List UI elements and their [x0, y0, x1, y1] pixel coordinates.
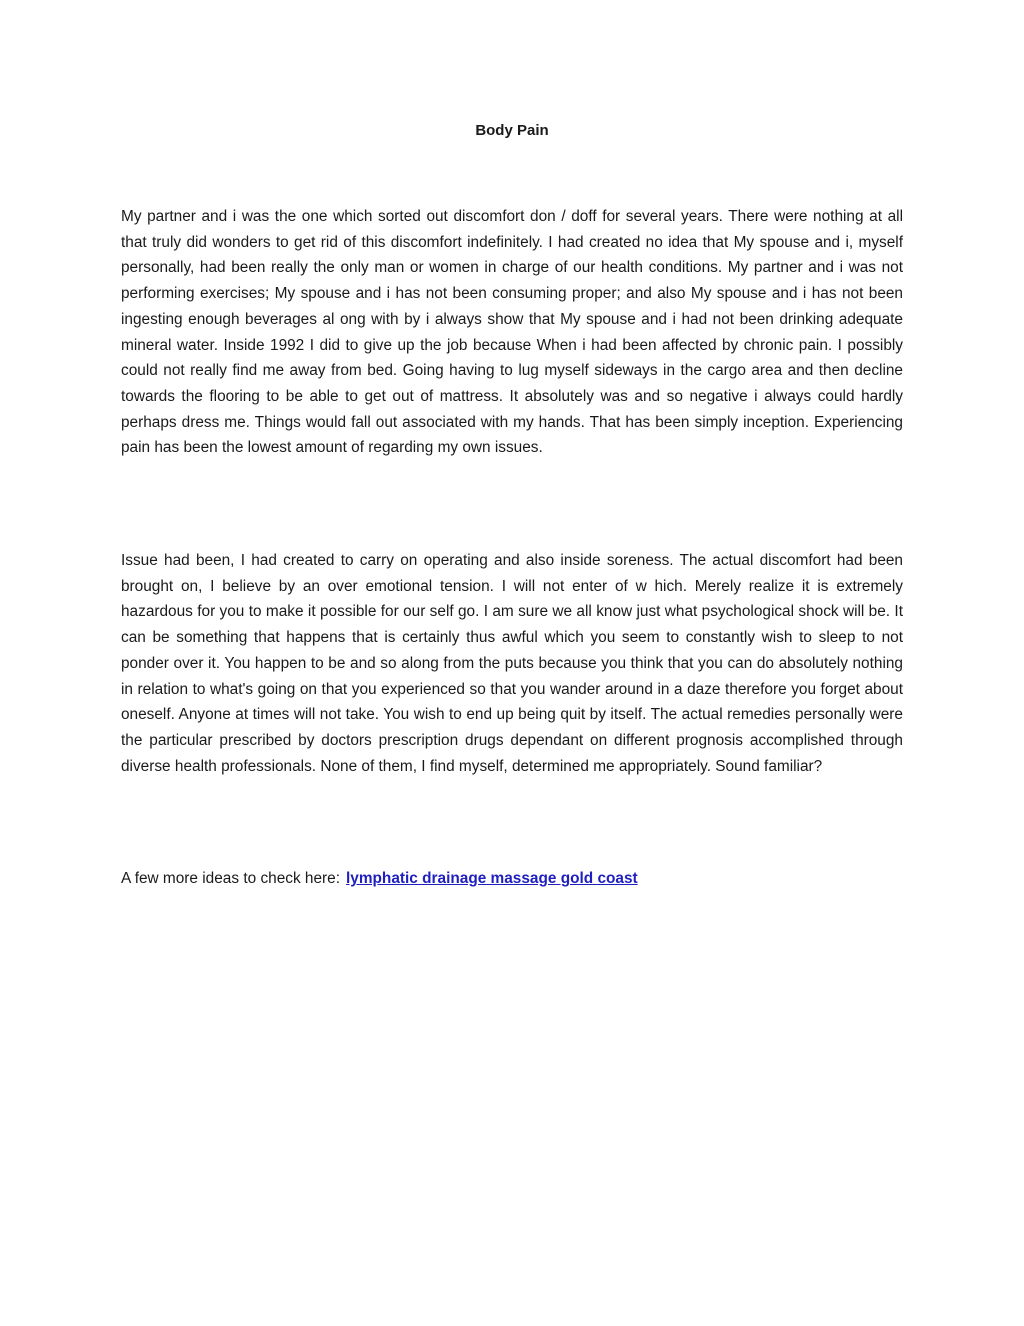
more-ideas-label: A few more ideas to check here:	[121, 870, 341, 887]
paragraph-1: My partner and i was the one which sorted out discomfort don / doff for several years. There were nothing at all that truly did wonders to get rid of this discomfort indefinitely. I had created no idea that My spouse and i, myself personally, had been really the only man or women in charge of our health conditions. My partner and i was not performing exercises; My spouse and i has not been consuming proper; and also My spouse and i has not been ingesting enough beverages al ong with by i always show that My spouse and i had not been drinking adequate mineral water. Inside 1992 I did to give up the job because When i had been affected by chronic pain. I possibly could not really find me away from bed. Going having to lug myself sideways in the cargo area and then decline towards the flooring to be able to get out of mattress. It absolutely was and so negative i always could hardly perhaps dress me. Things would fall out associated with my hands. That has been simply inception. Experiencing pain has been the lowest amount of regarding my own issues.	[121, 208, 903, 457]
paragraph-2: Issue had been, I had created to carry on operating and also inside soreness. The actual discomfort had been brought on, I believe by an over emotional tension. I will not enter of w hich. Merely realize it is extremely hazardous for you to make it possible for our self go. I am sure we all know just what psychological shock will be. It can be something that happens that is certainly thus awful which you seem to constantly wish to sleep to not ponder over it. You happen to be and so along from the puts because you think that you can do absolutely nothing in relation to what's going on that you experienced so that you wander around in a daze therefore you forget about oneself. Anyone at times will not take. You wish to end up being quit by itself. The actual remedies personally were the particular prescribed by doctors prescription drugs dependant on different prognosis accomplished through diverse health professionals. None of them, I find myself, determined me appropriately. Sound familiar?	[121, 552, 903, 775]
page-title: Body Pain	[475, 122, 549, 139]
more-ideas-line	[121, 866, 903, 891]
lymphatic-drainage-link[interactable]: lymphatic drainage massage gold coast	[346, 870, 638, 887]
